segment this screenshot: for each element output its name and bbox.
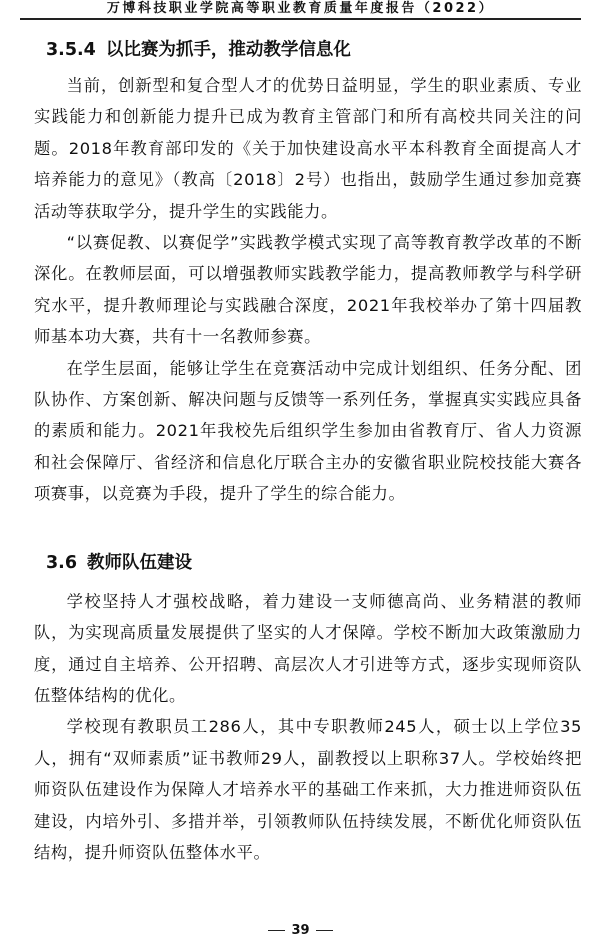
section-number: 3.5.4 xyxy=(46,40,96,60)
paragraph: “以赛促教、以赛促学”实践教学模式实现了高等教育教学改革的不断深化。在教师层面，可以增强教师实践教学能力，提高教师教学与科学研究水平，提升教师理论与实践融合深度，2021年我校举办了第十四届教师基本功大赛，共有十一名教师参赛。 xyxy=(34,233,582,347)
section-number: 3.6 xyxy=(46,552,78,573)
section-heading xyxy=(46,548,582,578)
section-heading xyxy=(46,35,582,65)
section-title: 以比赛为抓手，推动教学信息化 xyxy=(105,40,351,60)
page-body xyxy=(34,35,582,868)
paragraph: 在学生层面，能够让学生在竞赛活动中完成计划组织、任务分配、团队协作、方案创新、解决问题与反馈等一系列任务，掌握真实实践应具备的素质和能力。2021年我校先后组织学生参加由省教育厅、省人力资源和社会保障厅、省经济和信息化厅联合主办的安徽省职业院校技能大赛各项赛事，以竞赛为手段，提升了学生的综合能力。 xyxy=(34,358,582,504)
running-header: 万博科技职业学院高等职业教育质量年度报告（2022） xyxy=(20,0,581,20)
footer-dash xyxy=(268,930,285,931)
paragraph: 学校现有教职员工286人，其中专职教师245人，硕士以上学位35人，拥有“双师素质”证书教师29人，副教授以上职称37人。学校始终把师资队伍建设作为保障人才培养水平的基础工作来抓，大力推进师资队伍建设，内培外引、多措并举，引领教师队伍持续发展，不断优化师资队伍结构，提升师资队伍整体水平。 xyxy=(34,717,582,862)
paragraph: 学校坚持人才强校战略，着力建设一支师德高尚、业务精湛的教师队，为实现高质量发展提供了坚实的人才保障。学校不断加大政策激励力度，通过自主培养、公开招聘、高层次人才引进等方式，逐步实现师资队伍整体结构的优化。 xyxy=(34,591,582,705)
page-number: 39 xyxy=(291,923,310,938)
footer-dash xyxy=(316,930,333,931)
section-title: 教师队伍建设 xyxy=(87,552,193,573)
paragraph: 当前，创新型和复合型人才的优势日益明显，学生的职业素质、专业实践能力和创新能力提升已成为教育主管部门和所有高校共同关注的问题。2018年教育部印发的《关于加快建设高水平本科教育全面提高人才培养能力的意见》（教高〔2018〕2号）也指出，鼓励学生通过参加竞赛活动等获取学分，提升学生的实践能力。 xyxy=(34,76,582,221)
page-footer xyxy=(0,921,601,941)
